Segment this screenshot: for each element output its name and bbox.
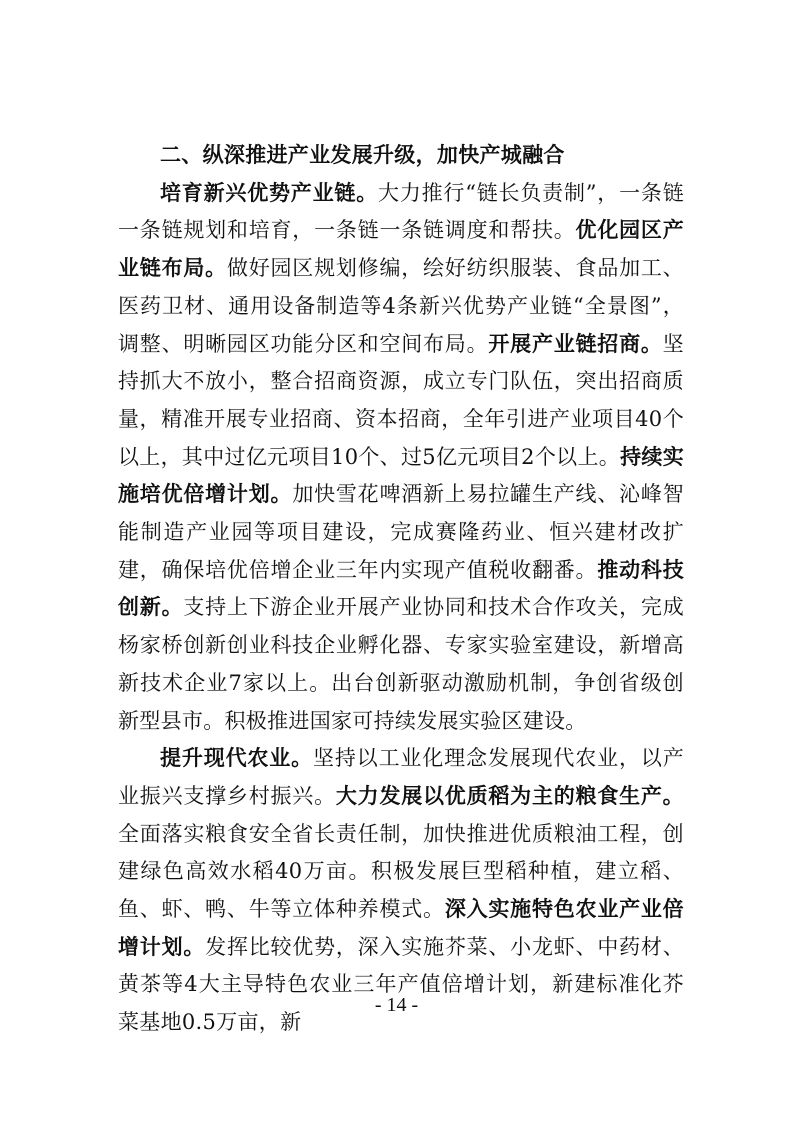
bold-lead-phrase: 大力发展以优质稻为主的粮食生产。 <box>335 783 684 808</box>
bold-lead-phrase: 培育新兴优势产业链。 <box>160 180 379 205</box>
body-text: 做好园区规划修编，绘好纺织服装、食品加工、医药卫材、通用设备制造等4条新兴优势产业链“全景图”，调整、明晰园区功能分区和空间布局。 <box>118 256 684 356</box>
bold-lead-phrase: 开展产业链招商。 <box>488 331 663 356</box>
section-heading: 二、纵深推进产业发展升级，加快产城融合 <box>160 143 565 167</box>
body-text: 发挥比较优势，深入实施芥菜、小龙虾、中药材、黄茶等4大主导特色农业三年产值倍增计划，新建标准化芥菜基地0.5万亩，新 <box>118 934 684 1035</box>
body-text: 全面落实粮食安全省长责任制，加快推进优质粮油工程，创建绿色高效水稻40万亩。积极发展巨型稻种植，建立稻、鱼、虾、鸭、牛等立体种养模式。 <box>118 821 684 922</box>
bold-lead-phrase: 提升现代农业。 <box>160 746 313 771</box>
bold-lead-phrase: 深入实施特色农业产业倍增计划。 <box>118 897 684 959</box>
body-text: 大力推行“链长负责制”，一条链一条链规划和培育，一条链一条链调度和帮扶。 <box>118 180 684 243</box>
document-body <box>118 137 684 1042</box>
paragraph-industry-chain <box>118 175 684 741</box>
page-number: - 14 - <box>374 994 419 1016</box>
body-text: 支持上下游企业开展产业协同和技术合作攻关，完成杨家桥创新创业科技企业孵化器、专家实验室建设，新增高新技术企业7家以上。出台创新驱动激励机制，争创省级创新型县市。积极推进国家可持续发展实验区建设。 <box>118 595 684 733</box>
bold-lead-phrase: 推动科技创新。 <box>118 557 684 620</box>
bold-lead-phrase: 优化园区产业链布局。 <box>118 218 684 281</box>
bold-lead-phrase: 持续实施培优倍增计划。 <box>118 444 684 507</box>
body-text: 坚持以工业化理念发展现代农业，以产业振兴支撑乡村振兴。 <box>118 746 684 808</box>
body-text: 加快雪花啤酒新上易拉罐生产线、沁峰智能制造产业园等项目建设，完成赛隆药业、恒兴建材改扩建，确保培优倍增企业三年内实现产值税收翻番。 <box>118 482 684 582</box>
body-text: 坚持抓大不放小，整合招商资源，成立专门队伍，突出招商质量，精准开展专业招商、资本招商，全年引进产业项目40个以上，其中过亿元项目10个、过5亿元项目2个以上。 <box>118 331 684 469</box>
